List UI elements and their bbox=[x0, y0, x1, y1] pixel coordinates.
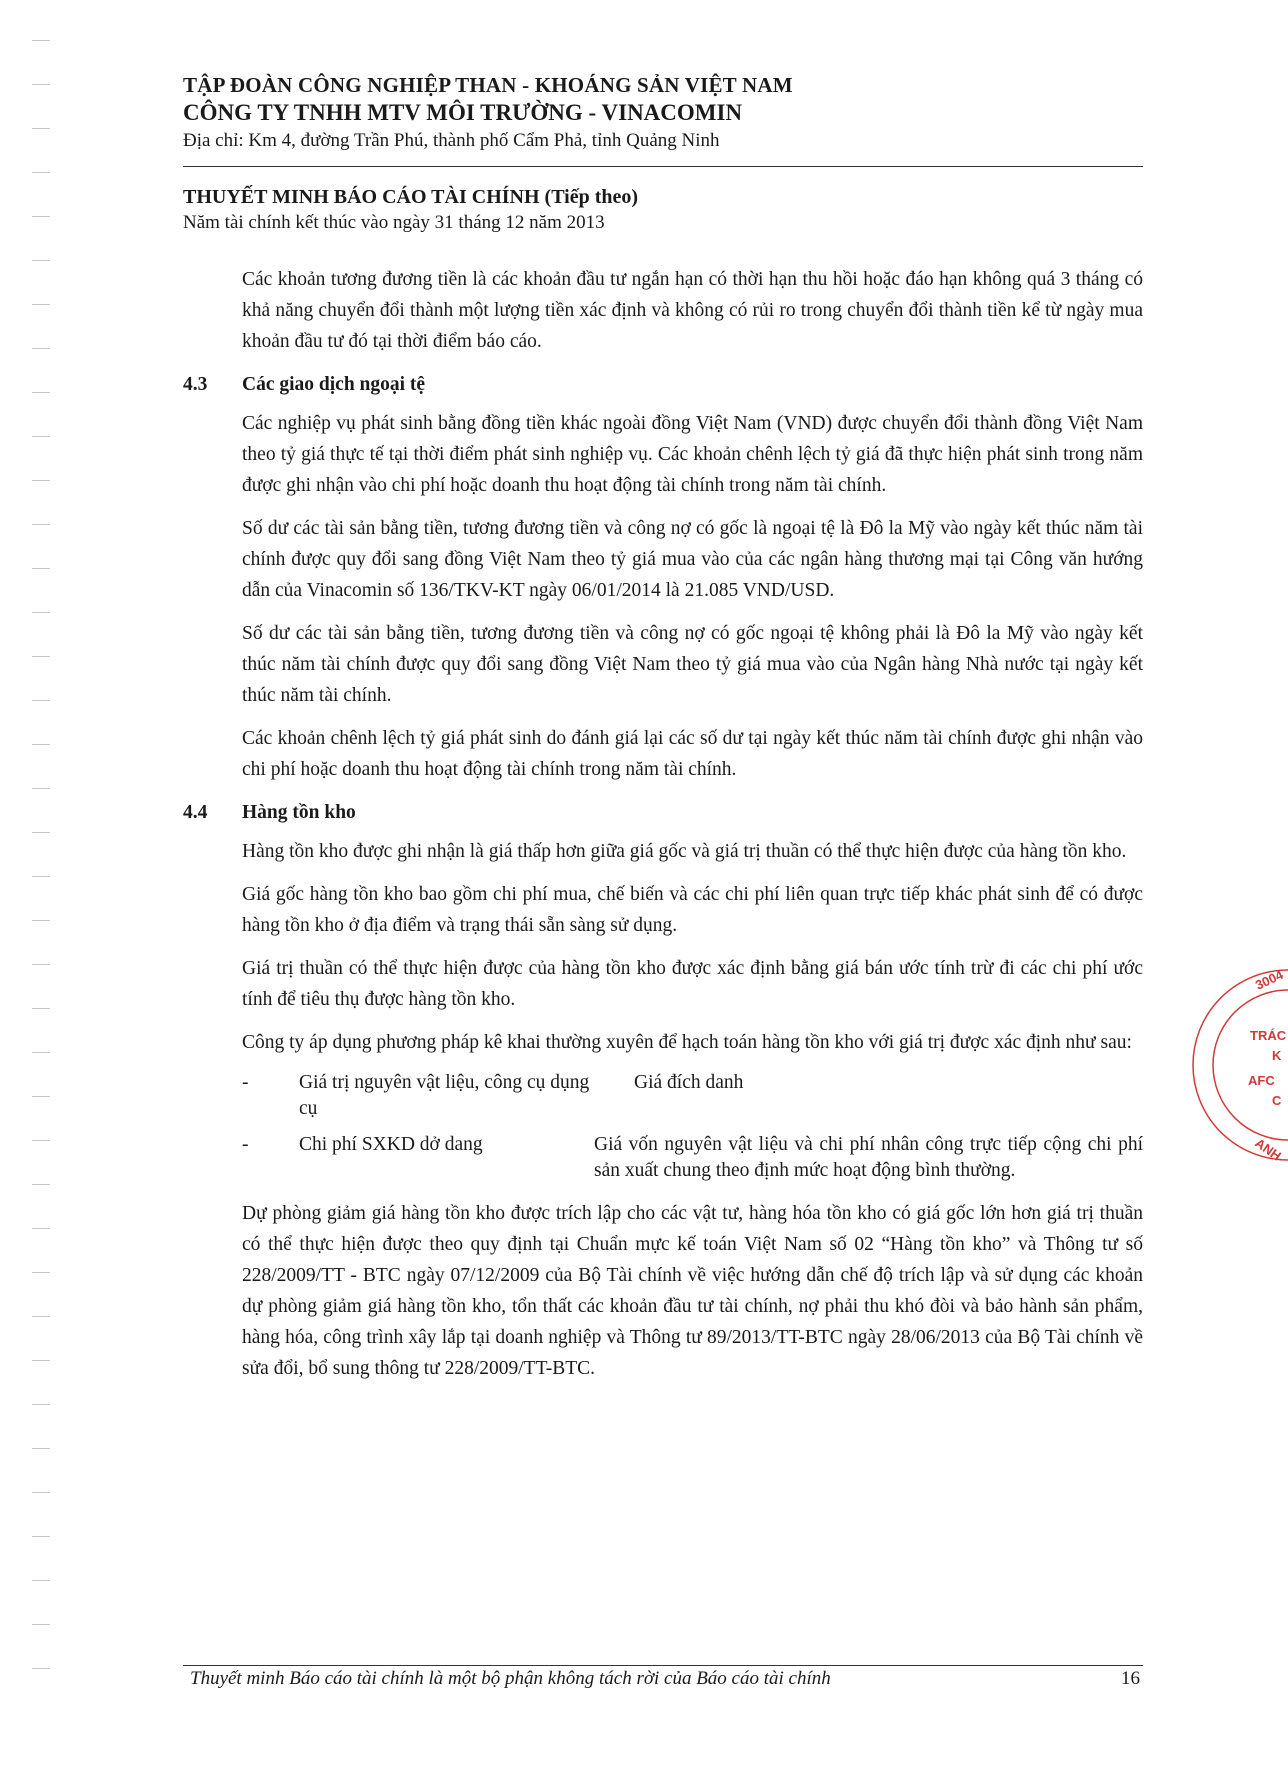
header-divider bbox=[183, 166, 1143, 167]
stamp-fragment: TRÁC bbox=[1250, 1028, 1287, 1043]
footer-note: Thuyết minh Báo cáo tài chính là một bộ phận không tách rời của Báo cáo tài chính bbox=[190, 1668, 831, 1689]
footer-divider bbox=[183, 1665, 1143, 1666]
report-title: THUYẾT MINH BÁO CÁO TÀI CHÍNH (Tiếp theo) bbox=[183, 186, 639, 208]
list-desc: Giá vốn nguyên vật liệu và chi phí nhân công trực tiếp cộng chi phí sản xuất chung theo định mức hoạt động bình thường. bbox=[594, 1134, 1143, 1181]
section-title: Các giao dịch ngoại tệ bbox=[242, 374, 426, 395]
section-4-4-heading bbox=[183, 797, 1143, 828]
closing-paragraph: Dự phòng giảm giá hàng tồn kho được trích lập cho các vật tư, hàng hóa tồn kho có giá gốc lớn hơn giá trị thuần có thể thực hiện được theo quy định tại Chuẩn mực kế toán Việt Nam số 02 “Hàng tồn kho” và Thông tư số 228/2009/TT - BTC ngày 07/12/2009 của Bộ Tài chính về việc hướng dẫn chế độ trích lập và sử dụng các khoản dự phòng giảm giá hàng tồn kho, tổn thất các khoản đầu tư tài chính, nợ phải thu khó đòi và bảo hành sản phẩm, hàng hóa, công trình xây lắp tại doanh nghiệp và Thông tư 89/2013/TT-BTC ngày 28/06/2013 của Bộ Tài chính về sửa đổi, bổ sung thông tư 228/2009/TT-BTC. bbox=[242, 1203, 1143, 1379]
list-term: Chi phí SXKD dở dang bbox=[299, 1134, 483, 1155]
document-body bbox=[183, 264, 1143, 1396]
company-seal-stamp bbox=[1228, 960, 1288, 1170]
list-item bbox=[183, 1132, 1143, 1184]
paragraph: Số dư các tài sản bằng tiền, tương đương tiền và công nợ có gốc ngoại tệ không phải là Đô la Mỹ vào ngày kết thúc năm tài chính được quy đổi sang đồng Việt Nam theo tỷ giá mua vào của Ngân hàng Nhà nước tại ngày kết thúc năm tài chính. bbox=[242, 623, 1143, 706]
stamp-fragment: K bbox=[1272, 1048, 1282, 1063]
stamp-fragment: ANH bbox=[1252, 1135, 1284, 1164]
intro-paragraph: Các khoản tương đương tiền là các khoản đầu tư ngắn hạn có thời hạn thu hồi hoặc đáo hạn không quá 3 tháng có khả năng chuyển đổi thành một lượng tiền xác định và không có rủi ro trong chuyển đổi thành tiền kể từ ngày mua khoản đầu tư đó tại thời điểm báo cáo. bbox=[242, 269, 1143, 352]
margin-ticks bbox=[32, 40, 52, 1720]
report-period: Năm tài chính kết thúc vào ngày 31 tháng 12 năm 2013 bbox=[183, 212, 605, 233]
paragraph: Công ty áp dụng phương pháp kê khai thường xuyên để hạch toán hàng tồn kho với giá trị được xác định như sau: bbox=[242, 1032, 1132, 1053]
list-dash: - bbox=[242, 1134, 249, 1155]
group-name: TẬP ĐOÀN CÔNG NGHIỆP THAN - KHOÁNG SẢN VIỆT NAM bbox=[183, 73, 793, 97]
report-subheader bbox=[183, 184, 1143, 236]
section-4-3-heading bbox=[183, 369, 1143, 400]
paragraph: Giá gốc hàng tồn kho bao gồm chi phí mua, chế biến và các chi phí liên quan trực tiếp khác phát sinh để có được hàng tồn kho ở địa điểm và trạng thái sẵn sàng sử dụng. bbox=[242, 884, 1143, 936]
list-desc: Giá đích danh bbox=[634, 1072, 744, 1093]
page-number: 16 bbox=[1121, 1668, 1140, 1689]
paragraph: Các khoản chênh lệch tỷ giá phát sinh do đánh giá lại các số dư tại ngày kết thúc năm tài chính được ghi nhận vào chi phí hoặc doanh thu hoạt động tài chính trong năm tài chính. bbox=[242, 728, 1143, 780]
list-dash: - bbox=[242, 1072, 249, 1093]
paragraph: Giá trị thuần có thể thực hiện được của hàng tồn kho được xác định bằng giá bán ước tính trừ đi các chi phí ước tính để tiêu thụ được hàng tồn kho. bbox=[242, 958, 1143, 1010]
stamp-fragment: C bbox=[1272, 1093, 1282, 1108]
paragraph: Số dư các tài sản bằng tiền, tương đương tiền và công nợ có gốc là ngoại tệ là Đô la Mỹ vào ngày kết thúc năm tài chính được quy đổi sang đồng Việt Nam theo tỷ giá mua vào của các ngân hàng thương mại tại Công văn hướng dẫn của Vinacomin số 136/TKV-KT ngày 06/01/2014 là 21.085 VND/USD. bbox=[242, 518, 1143, 601]
company-address: Địa chỉ: Km 4, đường Trần Phú, thành phố Cẩm Phả, tỉnh Quảng Ninh bbox=[183, 130, 720, 151]
section-title: Hàng tồn kho bbox=[242, 802, 356, 823]
list-item bbox=[183, 1070, 1143, 1122]
page-footer bbox=[190, 1668, 1140, 1690]
list-term: Giá trị nguyên vật liệu, công cụ dụng cụ bbox=[299, 1072, 590, 1119]
section-number: 4.4 bbox=[183, 802, 208, 823]
company-name: CÔNG TY TNHH MTV MÔI TRƯỜNG - VINACOMIN bbox=[183, 100, 743, 125]
paragraph: Các nghiệp vụ phát sinh bằng đồng tiền khác ngoài đồng Việt Nam (VND) được chuyển đổi thành đồng Việt Nam theo tỷ giá thực tế tại thời điểm phát sinh nghiệp vụ. Các khoản chênh lệch tỷ giá đã thực hiện phát sinh trong năm được ghi nhận vào chi phí hoặc doanh thu hoạt động tài chính trong năm tài chính. bbox=[242, 413, 1143, 496]
document-header bbox=[183, 72, 1143, 154]
stamp-fragment: 3004 bbox=[1252, 966, 1286, 993]
stamp-fragment: AFC bbox=[1248, 1073, 1275, 1088]
paragraph: Hàng tồn kho được ghi nhận là giá thấp hơn giữa giá gốc và giá trị thuần có thể thực hiện được của hàng tồn kho. bbox=[242, 841, 1127, 862]
section-number: 4.3 bbox=[183, 374, 208, 395]
